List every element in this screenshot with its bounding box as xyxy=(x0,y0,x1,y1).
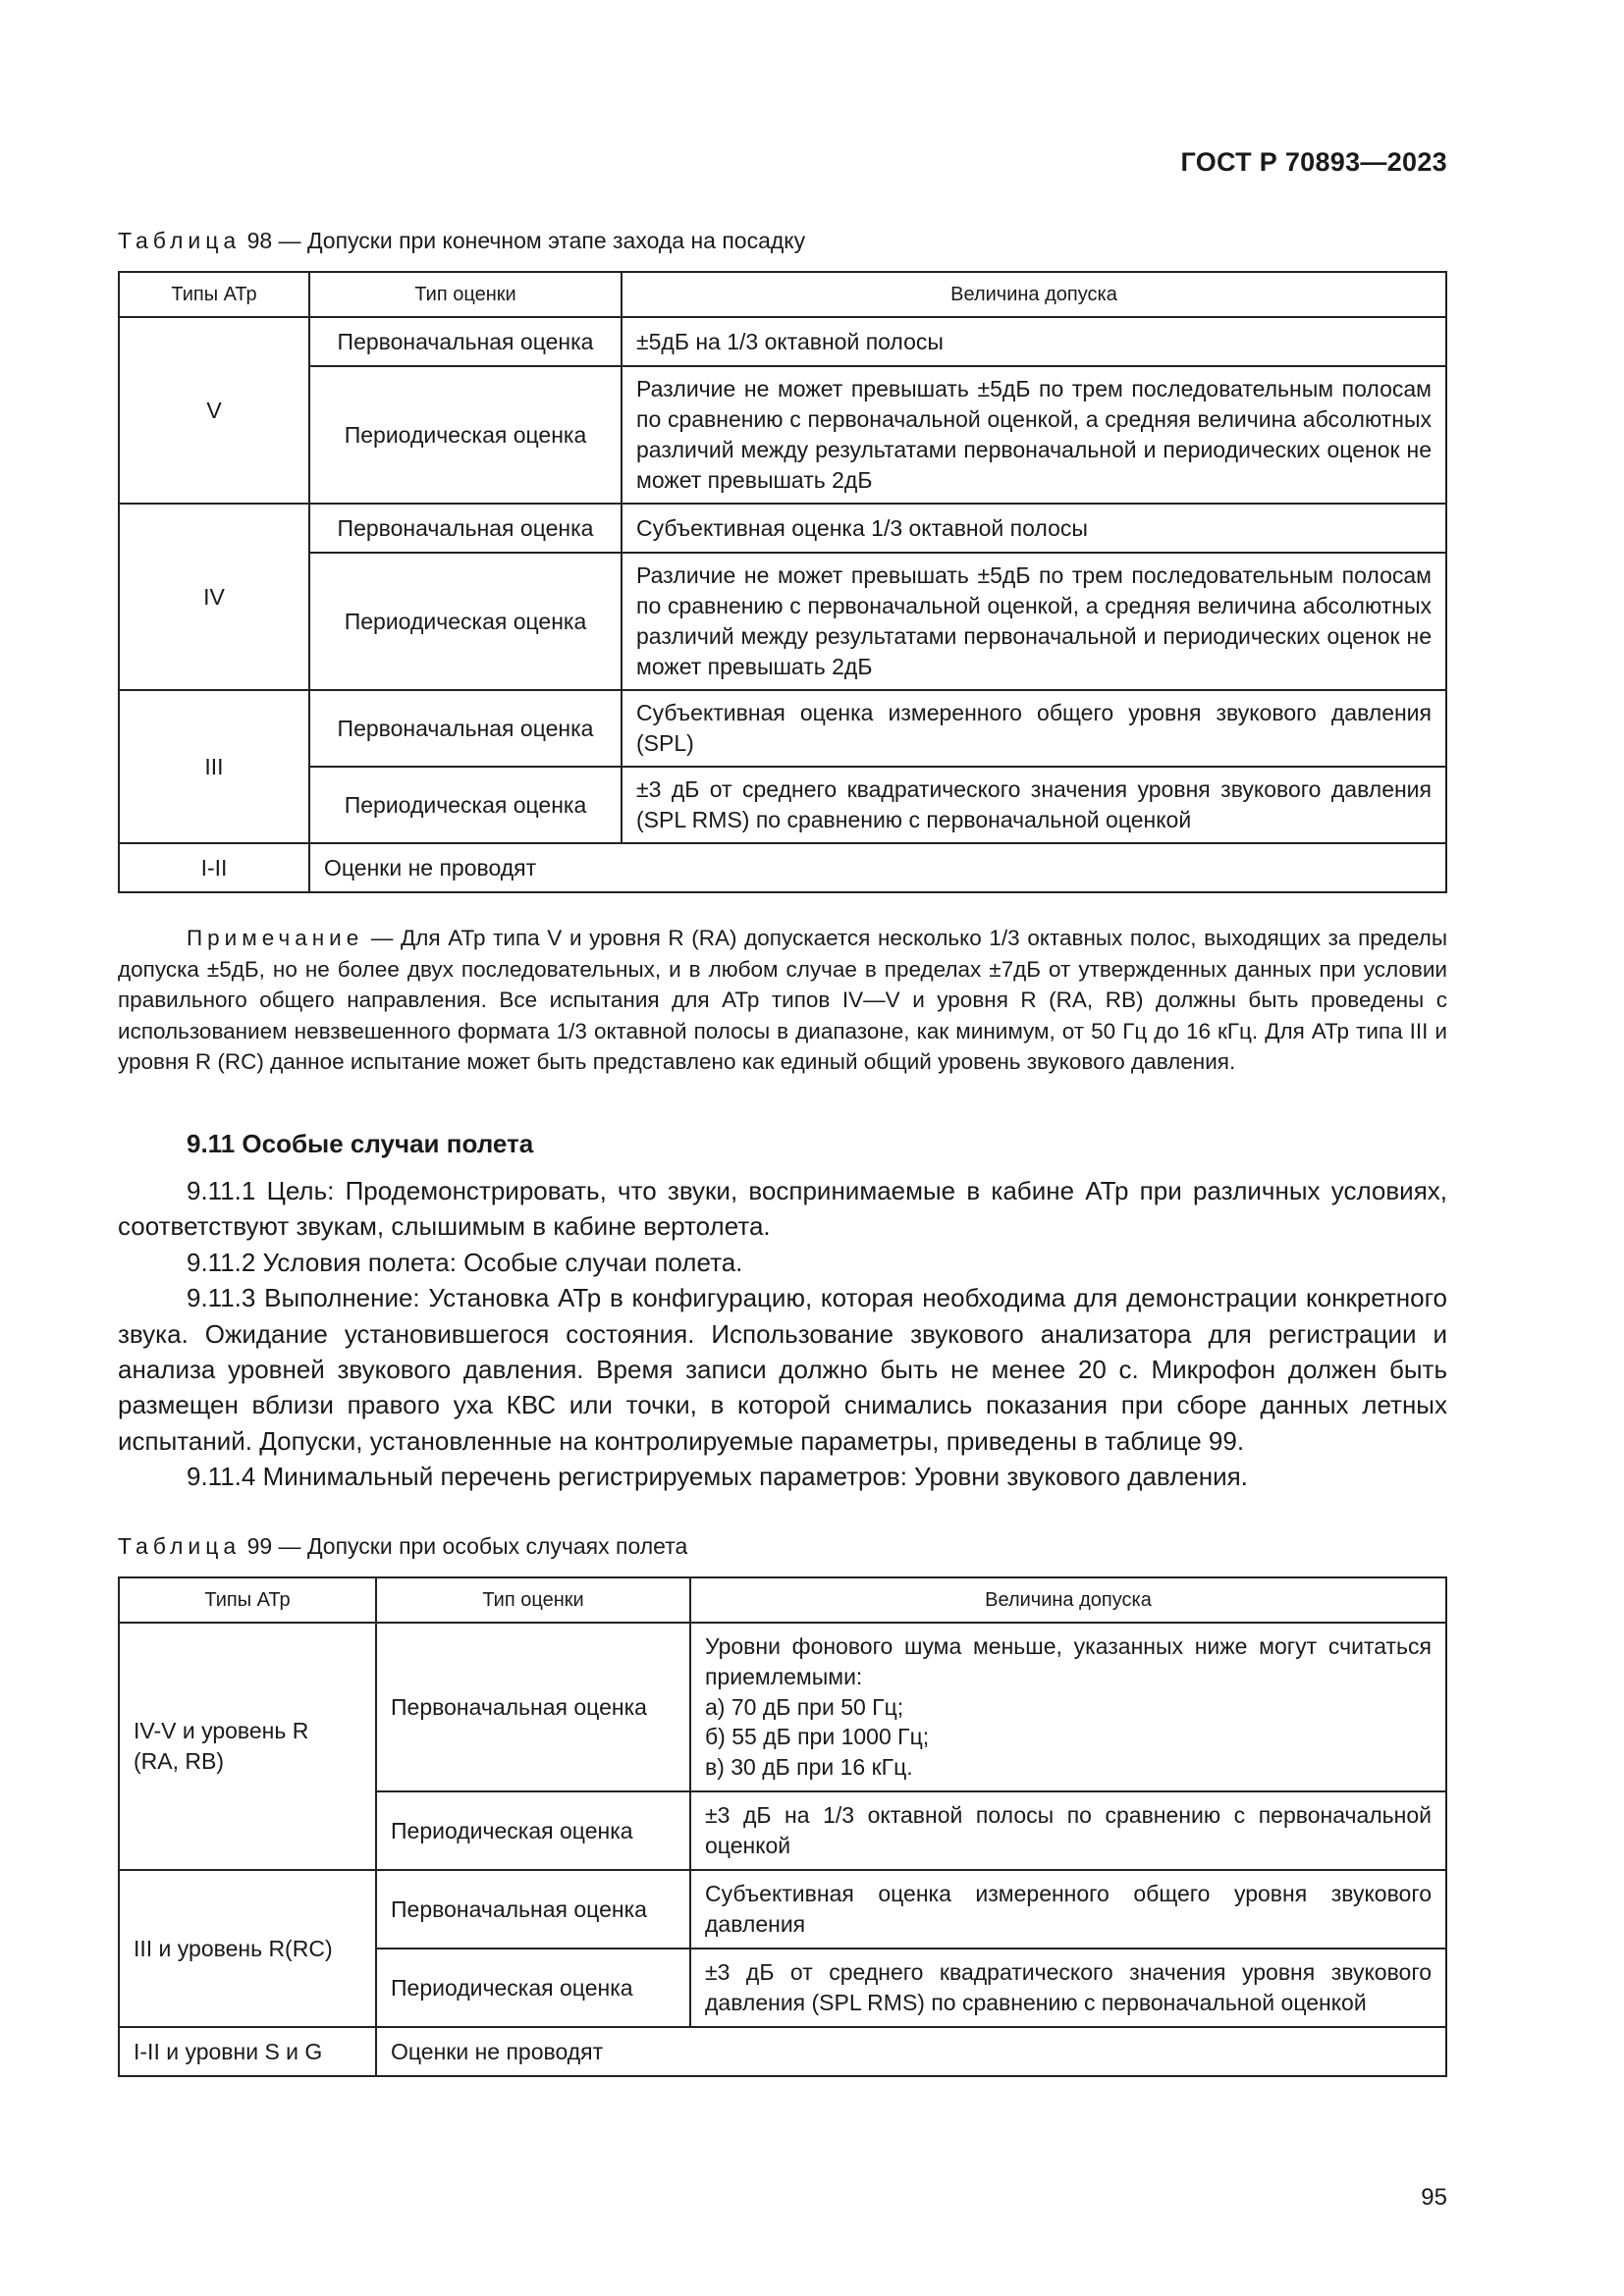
table-99-caption xyxy=(118,1533,687,1560)
kind-cell: Первоначальная оценка xyxy=(376,1870,690,1949)
section-title: 9.11 Особые случаи полета xyxy=(187,1129,534,1158)
kind-cell: Периодическая оценка xyxy=(309,553,622,690)
table-98-caption-text: 98 — Допуски при конечном этапе захода на посадку xyxy=(241,228,806,253)
no-assessment-cell: Оценки не проводят xyxy=(309,843,1446,892)
kind-cell: Периодическая оценка xyxy=(376,1949,690,2027)
column-header-kind: Тип оценки xyxy=(376,1577,690,1623)
tolerance-cell: Субъективная оценка измеренного общего уровня звукового давления xyxy=(690,1870,1446,1949)
column-header-type: Типы АТр xyxy=(119,272,309,317)
note-text: — Для АТр типа V и уровня R (RA) допускается несколько 1/3 октавных полос, выходящих за пределы допуска ±5дБ, но не более двух последовательных, и в любом случае в пределах ±7дБ от утвержденных данных при условии правильного общего направления. Все испытания для АТр типов IV—V и уровня R (RA, RB) должны быть проведены с использованием невзвешенного формата 1/3 октавной полосы в диапазоне, как минимум, от 50 Гц до 16 кГц. Для АТр типа III и уровня R (RC) данное испытание может быть представлено как единый общий уровень звукового давления. xyxy=(118,926,1447,1074)
tolerance-cell: Субъективная оценка измеренного общего уровня звукового давления (SPL) xyxy=(622,690,1446,767)
type-cell: III и уровень R(RC) xyxy=(119,1870,376,2027)
tolerance-item: в) 30 дБ при 16 кГц. xyxy=(705,1754,913,1781)
kind-cell: Периодическая оценка xyxy=(376,1791,690,1870)
tolerance-cell: Различие не может превышать ±5дБ по трем последовательным полосам по сравнению с первоначальной оценкой, а средняя величина абсолютных различий между результатами первоначальной и периодических оценок не может превышать 2дБ xyxy=(622,366,1446,504)
document-standard-number: ГОСТ Р 70893—2023 xyxy=(1180,147,1447,177)
table-header-row xyxy=(119,272,1446,317)
table-row xyxy=(119,366,1446,504)
type-line: IV-V и уровень R xyxy=(134,1718,309,1744)
column-header-tolerance: Величина допуска xyxy=(622,272,1446,317)
type-cell: IV xyxy=(119,504,309,690)
column-header-type: Типы АТр xyxy=(119,1577,376,1623)
table-99 xyxy=(118,1576,1447,2077)
kind-cell: Периодическая оценка xyxy=(309,767,622,843)
table-row xyxy=(119,843,1446,892)
type-cell: III xyxy=(119,690,309,843)
page-number: 95 xyxy=(1421,2184,1447,2211)
tolerance-cell: ±3 дБ от среднего квадратического значения уровня звукового давления (SPL RMS) по сравнению с первоначальной оценкой xyxy=(622,767,1446,843)
table-row xyxy=(119,1623,1446,1791)
column-header-tolerance: Величина допуска xyxy=(690,1577,1446,1623)
table-row xyxy=(119,690,1446,767)
table-row xyxy=(119,1870,1446,1949)
type-line: (RA, RB) xyxy=(134,1748,224,1774)
table-row xyxy=(119,767,1446,843)
table-99-caption-text: 99 — Допуски при особых случаях полета xyxy=(241,1533,688,1559)
table-98 xyxy=(118,271,1447,893)
table-row xyxy=(119,553,1446,690)
paragraph: 9.11.2 Условия полета: Особые случаи полета. xyxy=(187,1247,743,1277)
type-cell: I-II xyxy=(119,843,309,892)
kind-cell: Первоначальная оценка xyxy=(376,1623,690,1791)
table-row xyxy=(119,504,1446,553)
table-98-caption xyxy=(118,228,805,254)
tolerance-cell: ±3 дБ на 1/3 октавной полосы по сравнению с первоначальной оценкой xyxy=(690,1791,1446,1870)
kind-cell: Первоначальная оценка xyxy=(309,690,622,767)
tolerance-item: б) 55 дБ при 1000 Гц; xyxy=(705,1724,930,1750)
tolerance-intro: Уровни фонового шума меньше, указанных ниже могут считаться приемлемыми: xyxy=(705,1632,1432,1689)
kind-cell: Периодическая оценка xyxy=(309,366,622,504)
tolerance-cell xyxy=(690,1623,1446,1791)
tolerance-cell: ±5дБ на 1/3 октавной полосы xyxy=(622,317,1446,366)
type-cell xyxy=(119,1623,376,1870)
table-header-row xyxy=(119,1577,1446,1623)
column-header-kind: Тип оценки xyxy=(309,272,622,317)
tolerance-cell: Различие не может превышать ±5дБ по трем последовательным полосам по сравнению с первоначальной оценкой, а средняя величина абсолютных различий между результатами первоначальной и периодических оценок не может превышать 2дБ xyxy=(622,553,1446,690)
no-assessment-cell: Оценки не проводят xyxy=(376,2027,1446,2076)
paragraph: 9.11.1 Цель: Продемонстрировать, что звуки, воспринимаемые в кабине АТр при различных условиях, соответствуют звукам, слышимым в кабине вертолета. xyxy=(118,1176,1447,1242)
tolerance-item: а) 70 дБ при 50 Гц; xyxy=(705,1693,904,1720)
table-row xyxy=(119,317,1446,366)
table-98-note xyxy=(118,923,1447,1078)
type-cell: V xyxy=(119,317,309,504)
paragraph: 9.11.3 Выполнение: Установка АТр в конфигурацию, которая необходима для демонстрации конкретного звука. Ожидание установившегося состояния. Использование звукового анализатора для регистрации и анализа уровней звукового давления. Время записи должно быть не менее 20 с. Микрофон должен быть размещен вблизи правого уха КВС или точки, в которой снимались показания при сборе данных летных испытаний. Допуски, установленные на контролируемые параметры, приведены в таблице 99. xyxy=(118,1283,1447,1456)
section-body xyxy=(118,1173,1447,1495)
kind-cell: Первоначальная оценка xyxy=(309,504,622,553)
tolerance-cell: ±3 дБ от среднего квадратического значения уровня звукового давления (SPL RMS) по сравнению с первоначальной оценкой xyxy=(690,1949,1446,2027)
tolerance-cell: Субъективная оценка 1/3 октавной полосы xyxy=(622,504,1446,553)
table-row xyxy=(119,2027,1446,2076)
table-98-caption-word: Таблица xyxy=(118,228,242,253)
note-lead: Примечание xyxy=(187,926,364,950)
type-cell: I-II и уровни S и G xyxy=(119,2027,376,2076)
kind-cell: Первоначальная оценка xyxy=(309,317,622,366)
table-99-caption-word: Таблица xyxy=(118,1533,242,1559)
paragraph: 9.11.4 Минимальный перечень регистрируемых параметров: Уровни звукового давления. xyxy=(187,1462,1248,1492)
